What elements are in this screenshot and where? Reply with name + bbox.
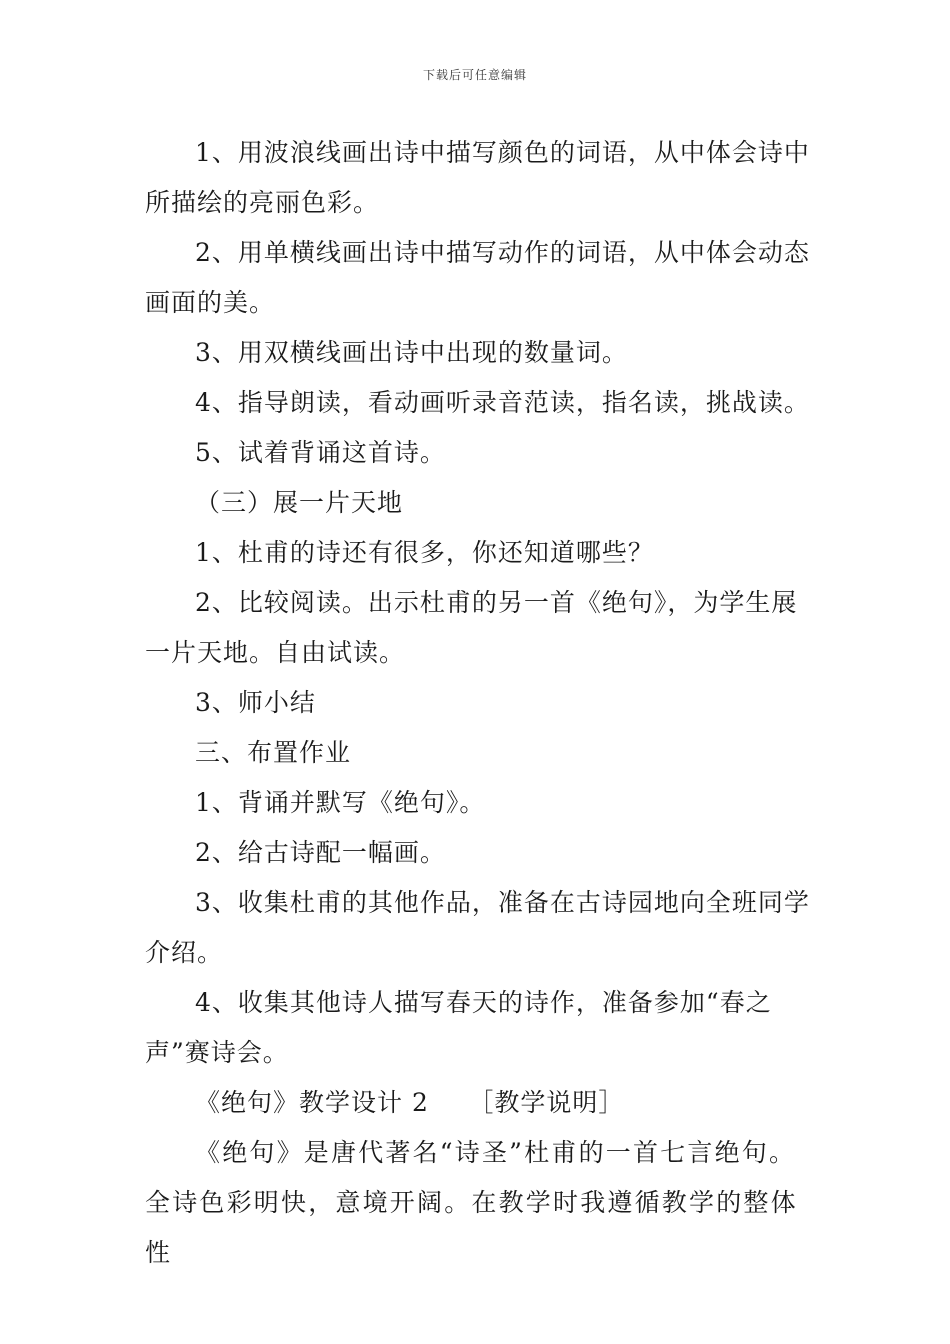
- homework-item-3: 3、收集杜甫的其他作品，准备在古诗园地向全班同学介绍。: [145, 888, 810, 967]
- section-heading-homework: 三、布置作业: [195, 738, 352, 767]
- homework-item-1: 1、背诵并默写《绝句》。: [195, 788, 486, 817]
- homework-item-2: 2、给古诗配一幅画。: [195, 838, 446, 867]
- design-2-title: 《绝句》教学设计 2 ［教学说明］: [195, 1088, 625, 1117]
- paragraph-step-1-wavy-line: 1、用波浪线画出诗中描写颜色的词语，从中体会诗中所描绘的亮丽色彩。: [145, 138, 810, 217]
- page-header: 下载后可任意编辑: [422, 68, 527, 82]
- paragraph-step-4-reading: 4、指导朗读，看动画听录音范读，指名读，挑战读。: [195, 388, 810, 417]
- homework-item-4: 4、收集其他诗人描写春天的诗作，准备参加“春之声”赛诗会。: [145, 988, 772, 1067]
- document-body: [145, 128, 810, 1278]
- paragraph-compare-reading: 2、比较阅读。出示杜甫的另一首《绝句》，为学生展一片天地。自由试读。: [145, 588, 798, 667]
- paragraph-dufu-poems: 1、杜甫的诗还有很多，你还知道哪些？: [195, 538, 654, 567]
- paragraph-step-2-single-line: 2、用单横线画出诗中描写动作的词语，从中体会动态画面的美。: [145, 238, 810, 317]
- paragraph-step-3-double-line: 3、用双横线画出诗中出现的数量词。: [195, 338, 628, 367]
- paragraph-step-5-recite: 5、试着背诵这首诗。: [195, 438, 446, 467]
- section-heading-3: （三）展一片天地: [195, 488, 404, 517]
- paragraph-design-2-intro: 《绝句》是唐代著名“诗圣”杜甫的一首七言绝句。全诗色彩明快，意境开阔。在教学时我遵循教学的整体性: [145, 1138, 798, 1267]
- paragraph-summary: 3、师小结: [195, 688, 316, 717]
